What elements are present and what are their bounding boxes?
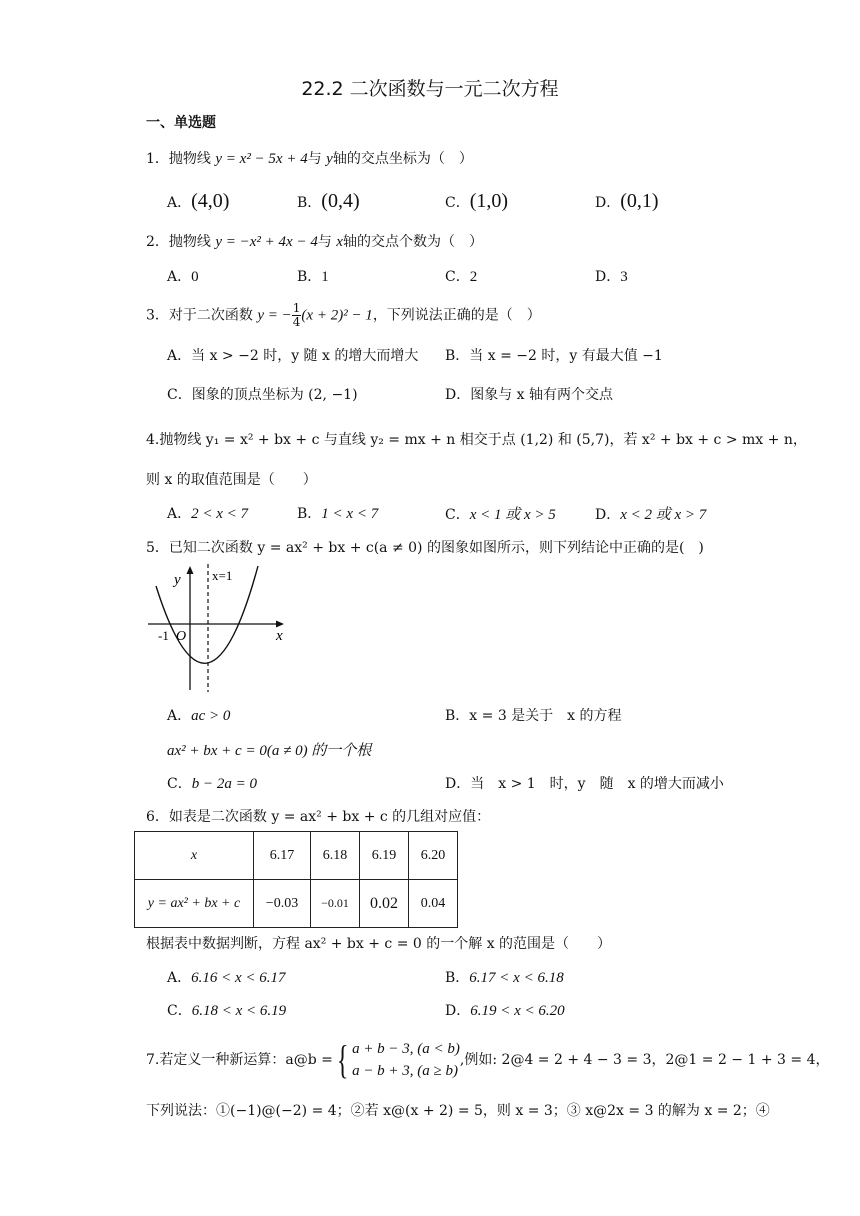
variable: x: [336, 234, 343, 250]
table-cell: 6.19: [360, 832, 409, 880]
question-6-continued: 根据表中数据判断，方程 ax² + bx + c = 0 的一个解 x 的范围是（ ）: [146, 936, 612, 952]
q6-option-a[interactable]: [167, 967, 286, 987]
q1-option-d[interactable]: [595, 190, 659, 213]
option-label: B．: [297, 506, 322, 522]
option-label: C．: [445, 507, 470, 523]
option-label: C．: [167, 387, 192, 403]
question-text: 与: [307, 151, 322, 167]
option-value: 图象与 x 轴有两个交点: [470, 387, 614, 403]
option-label: A．: [167, 708, 192, 724]
table-cell: −0.01: [311, 880, 360, 928]
option-value: 当 x > 1 时，y 随 x 的增大而减小: [470, 776, 724, 792]
option-label: A．: [167, 970, 192, 986]
section-heading: 一、单选题: [146, 115, 216, 131]
q5-option-c[interactable]: [167, 773, 257, 793]
table-row: [135, 880, 458, 928]
option-value: 当 x > −2 时，y 随 x 的增大而增大: [191, 348, 419, 364]
option-label: D．: [595, 269, 621, 285]
question-text: ,例如: 2@4 = 2 + 4 − 3 = 3，2@1 = 2 − 1 + 3 = 4，: [459, 1052, 830, 1068]
q2-option-a[interactable]: [167, 266, 199, 286]
symmetry-axis-label: x=1: [212, 568, 233, 583]
q4-option-a[interactable]: [167, 503, 248, 523]
case-2: a − b + 3, (a ≥ b): [352, 1063, 459, 1079]
q1-option-b[interactable]: [297, 190, 360, 213]
option-value: x < 2 或 x > 7: [620, 507, 707, 523]
option-value: 6.16 < x < 6.17: [191, 970, 286, 986]
variable: y: [326, 151, 333, 167]
option-value: 2: [469, 269, 478, 285]
table-cell: x: [135, 832, 254, 880]
option-value: (1,0): [469, 190, 509, 212]
option-value: ax² + bx + c = 0(a ≠ 0) 的一个根: [167, 743, 372, 759]
question-text: 与: [317, 234, 332, 250]
option-value: 6.19 < x < 6.20: [470, 1003, 565, 1019]
option-label: D．: [445, 1003, 471, 1019]
option-value: 图象的顶点坐标为 (2, −1): [191, 387, 358, 403]
option-value: 3: [620, 269, 628, 285]
option-value: b − 2a = 0: [191, 776, 257, 792]
page-title: 22.2 二次函数与一元二次方程: [301, 78, 559, 100]
q4-option-b[interactable]: [297, 503, 378, 523]
equation: (x + 2)² − 1: [301, 307, 373, 324]
question-number: 3．: [146, 307, 169, 324]
q4-option-d[interactable]: [595, 503, 706, 524]
option-label: B．: [445, 348, 470, 364]
q3-option-c[interactable]: [167, 384, 358, 404]
option-label: C．: [167, 1003, 192, 1019]
q2-option-b[interactable]: [297, 266, 329, 286]
option-value: 当 x = −2 时，y 有最大值 −1: [469, 348, 663, 364]
question-text: 对于二次函数: [168, 307, 253, 324]
q2-option-c[interactable]: [445, 266, 477, 286]
fraction-numerator: 1: [292, 301, 301, 315]
piecewise-cases: [352, 1038, 460, 1082]
option-value: 6.18 < x < 6.19: [191, 1003, 287, 1019]
question-text: 7.若定义一种新运算：a@b =: [146, 1052, 333, 1068]
q3-option-a[interactable]: [167, 345, 418, 365]
q2-option-d[interactable]: [595, 266, 628, 286]
q1-option-c[interactable]: [445, 190, 508, 213]
q5-option-a[interactable]: [167, 705, 230, 725]
option-label: A．: [167, 348, 192, 364]
option-label: A．: [167, 195, 192, 211]
question-1: [146, 148, 473, 168]
question-number: 1．: [146, 151, 169, 167]
option-label: B．: [445, 708, 470, 724]
origin-label: O: [176, 629, 187, 644]
q1-option-a[interactable]: [167, 190, 229, 213]
question-7-continued: 下列说法：①(−1)@(−2) = 4；②若 x@(x + 2) = 5，则 x = 3；③ x@2x = 3 的解为 x = 2；④: [146, 1103, 770, 1119]
option-value: 6.17 < x < 6.18: [469, 970, 564, 986]
question-5: 5．已知二次函数 y = ax² + bx + c(a ≠ 0) 的图象如图所示，则下列结论中正确的是( ): [146, 540, 704, 556]
question-text: ，下列说法正确的是（ ）: [372, 307, 541, 324]
option-label: B．: [445, 970, 470, 986]
question-4-continued: 则 x 的取值范围是（ ）: [146, 472, 317, 488]
option-label: A．: [167, 506, 192, 522]
question-3: [146, 302, 541, 329]
q3-option-d[interactable]: [445, 384, 613, 404]
y-axis-label: y: [174, 572, 181, 588]
tick-label-minus-one: -1: [158, 628, 169, 643]
q4-option-c[interactable]: [445, 503, 556, 524]
question-7: [146, 1038, 829, 1082]
option-label: C．: [167, 776, 192, 792]
option-value: (4,0): [191, 190, 230, 212]
brace-icon: {: [336, 1037, 349, 1082]
option-label: C．: [445, 195, 470, 211]
table-cell: 6.17: [254, 832, 311, 880]
equation: y = −: [257, 307, 292, 324]
table-cell: 0.02: [360, 880, 409, 928]
table-cell: y = ax² + bx + c: [135, 880, 254, 928]
option-label: B．: [297, 269, 322, 285]
parabola-curve: [156, 566, 258, 663]
option-value: (0,4): [321, 190, 360, 212]
q6-option-b[interactable]: [445, 967, 564, 987]
option-label: D．: [445, 776, 471, 792]
q6-option-d[interactable]: [445, 1000, 565, 1020]
equation: y = x² − 5x + 4: [215, 151, 308, 167]
option-value: (0,1): [620, 190, 659, 212]
option-label: D．: [595, 507, 621, 523]
option-label: B．: [297, 195, 322, 211]
question-text: 抛物线: [168, 234, 211, 250]
question-text: 轴的交点坐标为（ ）: [332, 151, 473, 167]
question-text: 抛物线: [168, 151, 211, 167]
values-table: [134, 831, 458, 928]
option-label: A．: [167, 269, 192, 285]
question-6: 6．如表是二次函数 y = ax² + bx + c 的几组对应值：: [146, 809, 491, 825]
case-1: a + b − 3, (a < b): [352, 1041, 460, 1057]
q6-option-c[interactable]: [167, 1000, 286, 1020]
question-number: 2．: [146, 234, 169, 250]
option-value: 1 < x < 7: [321, 506, 379, 522]
x-axis-arrow: [276, 621, 284, 628]
table-cell: −0.03: [254, 880, 311, 928]
q5-option-d[interactable]: [445, 773, 724, 793]
option-label: D．: [595, 195, 621, 211]
table-row: [135, 832, 458, 880]
q3-option-b[interactable]: [445, 345, 663, 365]
y-axis-arrow: [187, 566, 194, 574]
table-cell: 6.20: [409, 832, 458, 880]
parabola-graph: [146, 560, 296, 696]
option-value: ac > 0: [191, 708, 231, 724]
question-text: 轴的交点个数为（ ）: [342, 234, 483, 250]
option-value: 1: [321, 269, 329, 285]
option-label: D．: [445, 387, 471, 403]
option-value: x < 1 或 x > 5: [469, 507, 556, 523]
table-cell: 0.04: [409, 880, 458, 928]
question-4: 4.抛物线 y₁ = x² + bx + c 与直线 y₂ = mx + n 相交于点 (1,2) 和 (5,7)，若 x² + bx + c > mx + n，: [146, 432, 807, 448]
x-axis-label: x: [276, 628, 283, 644]
fraction: [292, 302, 302, 329]
option-value: 0: [191, 269, 199, 285]
option-label: C．: [445, 269, 470, 285]
equation: y = −x² + 4x − 4: [215, 234, 318, 250]
question-2: [146, 231, 483, 251]
option-value: 2 < x < 7: [191, 506, 249, 522]
q5-option-b[interactable]: [445, 705, 622, 725]
table-cell: 6.18: [311, 832, 360, 880]
option-value: x = 3 是关于 x 的方程: [469, 708, 622, 724]
q5-option-b-continued: [167, 739, 371, 760]
fraction-denominator: 4: [292, 315, 301, 329]
